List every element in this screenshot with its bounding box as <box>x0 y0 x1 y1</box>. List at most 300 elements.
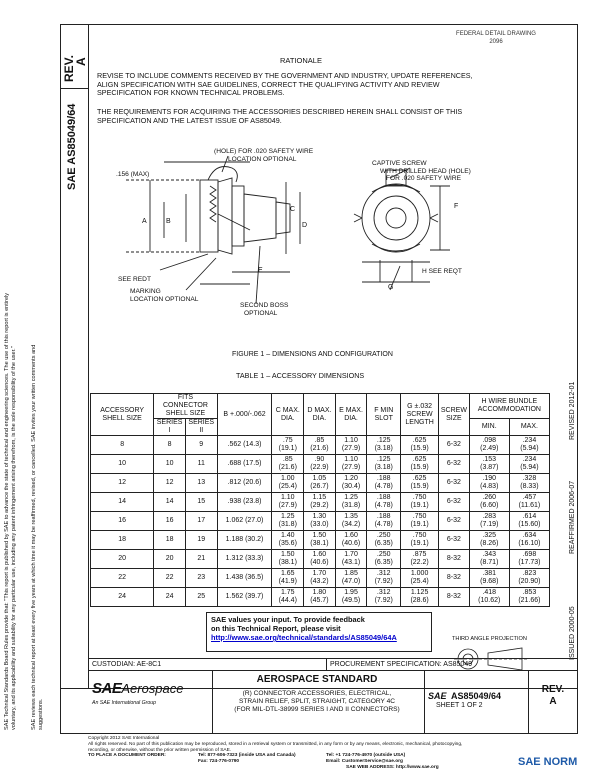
cell-size: 24 <box>91 588 154 607</box>
cell-hmax <box>509 474 549 493</box>
cell-line: (16.10) <box>518 540 541 547</box>
cell-screw: 8-32 <box>439 550 470 569</box>
cell-line: (49.5) <box>341 597 361 604</box>
cell-hmax <box>509 512 549 531</box>
cell-hmax <box>509 569 549 588</box>
cell-g <box>401 455 439 474</box>
feedback-line1: SAE values your input. To provide feedback <box>211 615 365 624</box>
cell-hmax <box>509 455 549 474</box>
cell-line: (31.8) <box>341 502 361 509</box>
cell-line: 1.50 <box>312 532 327 539</box>
cell-line: (38.1) <box>310 540 329 547</box>
cell-line: 1.25 <box>344 494 358 501</box>
cell-s1: 12 <box>154 474 186 493</box>
footer-order-label: TO PLACE A DOCUMENT ORDER: <box>88 753 166 759</box>
h-see-reqt: H SEE REQT <box>422 268 462 275</box>
cell-line: .381 <box>482 570 497 577</box>
cell-line: .188 <box>376 494 391 501</box>
cell-line: 1.50 <box>280 551 295 558</box>
cell-c <box>272 531 304 550</box>
cell-line: 1.25 <box>280 513 295 520</box>
cell-f <box>367 569 401 588</box>
cell-line: .312 <box>376 589 391 596</box>
cell-line: .250 <box>376 551 391 558</box>
cell-line: (7.92) <box>374 597 393 604</box>
cell-line: (45.7) <box>310 597 329 604</box>
cell-line: (9.68) <box>480 578 499 585</box>
th-g: G ±.032 SCREW LENGTH <box>401 394 439 436</box>
cell-line: (38.1) <box>278 559 297 566</box>
cell-hmin <box>469 531 509 550</box>
cell-line: 1.70 <box>344 551 358 558</box>
cell-line: .125 <box>376 456 391 463</box>
cell-s1: 24 <box>154 588 186 607</box>
cell-line: .85 <box>282 456 293 463</box>
cell-hmin <box>469 588 509 607</box>
cell-size: 12 <box>91 474 154 493</box>
cell-line: (21.6) <box>278 464 297 471</box>
cell-line: (28.6) <box>410 597 429 604</box>
cell-line: (7.19) <box>480 521 499 528</box>
footer-email: Email: CustomerService@sae.org <box>326 759 403 765</box>
cell-size: 10 <box>91 455 154 474</box>
cell-screw: 6-32 <box>439 531 470 550</box>
th-f: F MIN SLOT <box>367 394 401 436</box>
standard-description: (R) CONNECTOR ACCESSORIES, ELECTRICAL, STRAIN RELIEF, SPLIT, STRAIGHT, CATEGORY 4C (FOR MIL-DTL-38999 SERIES I AND II CONNECTORS) <box>234 690 400 713</box>
cell-line: (19.1) <box>410 521 429 528</box>
cell-e <box>335 455 367 474</box>
cell-c <box>272 436 304 455</box>
cell-hmax <box>509 436 549 455</box>
cell-line: (17.73) <box>518 559 541 566</box>
table-row <box>91 474 550 493</box>
cell-hmin <box>469 474 509 493</box>
cell-screw: 6-32 <box>439 512 470 531</box>
cell-c <box>272 493 304 512</box>
cell-line: (4.83) <box>480 483 499 490</box>
cell-line: .634 <box>522 532 537 539</box>
cell-c <box>272 569 304 588</box>
cell-line: .153 <box>482 456 497 463</box>
cell-s2: 25 <box>185 588 217 607</box>
cell-c <box>272 550 304 569</box>
logo-subtitle: An SAE International Group <box>92 700 157 706</box>
doc-sae: SAE <box>428 691 447 701</box>
cell-d <box>304 474 336 493</box>
cell-line: (31.8) <box>278 521 297 528</box>
cell-line: 1.35 <box>344 513 358 520</box>
rationale-title: RATIONALE <box>280 56 322 65</box>
cell-line: .75 <box>282 437 293 444</box>
tb-vline-1 <box>326 658 327 670</box>
cell-line: (10.62) <box>478 597 501 604</box>
cell-line: .260 <box>482 494 497 501</box>
feedback-box <box>206 612 432 652</box>
cell-screw: 6-32 <box>439 474 470 493</box>
cell-hmin <box>469 455 509 474</box>
tb-line-top <box>88 658 578 659</box>
cell-d <box>304 569 336 588</box>
logo-aerospace: Aerospace <box>121 681 184 696</box>
cell-line: (21.6) <box>310 445 329 452</box>
side-notice: SAE Technical Standards Board Rules provide that: "This report is published by SAE to advance the state of technical and engineering sciences. The use of this report is entirely voluntary, and its applicability and suitability for any particular use, including any patent infringement arising therefrom, is the sole responsibility of the user." SAE reviews each technical report at least every five years at which time it may be reaffirmed, revised, or cancelled. SAE invites your written comments and suggestions. <box>4 292 44 730</box>
tb-line-mid <box>88 670 578 671</box>
cell-line: (19.1) <box>410 540 429 547</box>
cell-line: (15.9) <box>410 464 429 471</box>
cell-s1: 18 <box>154 531 186 550</box>
cell-line: (41.9) <box>278 578 297 585</box>
cell-line: (43.2) <box>310 578 329 585</box>
cell-s2: 19 <box>185 531 217 550</box>
date-issued: ISSUED 2000-05 <box>569 606 576 660</box>
callout-hole: (HOLE) FOR .020 SAFETY WIRE LOCATION OPTIONAL <box>214 148 314 163</box>
label-d: D <box>302 222 308 229</box>
th-fits: FITS CONNECTOR SHELL SIZE <box>154 394 217 419</box>
cell-line: (19.1) <box>410 502 429 509</box>
cell-f <box>367 512 401 531</box>
th-hmax: MAX. <box>509 419 549 436</box>
cell-line: .283 <box>482 513 497 520</box>
cell-b: 1.062 (27.0) <box>217 512 272 531</box>
cell-line: 1.20 <box>344 475 358 482</box>
cell-g <box>401 550 439 569</box>
figure-1-drawing <box>90 142 570 342</box>
cell-line: (15.9) <box>410 445 429 452</box>
cell-screw: 6-32 <box>439 436 470 455</box>
cell-b: .812 (20.6) <box>217 474 272 493</box>
th-d: D MAX. DIA. <box>304 394 336 436</box>
cell-b: 1.562 (39.7) <box>217 588 272 607</box>
table-row <box>91 588 550 607</box>
cell-line: 1.00 <box>280 475 295 482</box>
cell-f <box>367 531 401 550</box>
cell-line: (6.35) <box>374 540 393 547</box>
th-h: H WIRE BUNDLE ACCOMMODATION <box>469 394 549 419</box>
cell-line: .625 <box>412 475 427 482</box>
cell-line: .625 <box>412 456 427 463</box>
side-view <box>126 156 300 304</box>
cell-hmin <box>469 493 509 512</box>
callout-captive-screw: CAPTIVE SCREW WITH DRILLED HEAD (HOLE) FOR .020 SAFETY WIRE <box>372 160 471 183</box>
spine-rev: REV. <box>62 55 76 82</box>
cell-line: (20.90) <box>518 578 541 585</box>
cell-line: (5.94) <box>520 464 539 471</box>
cell-line: (11.61) <box>518 502 541 509</box>
table-row <box>91 512 550 531</box>
table-row <box>91 455 550 474</box>
cell-line: (27.9) <box>341 464 361 471</box>
cell-line: (2.49) <box>480 445 499 452</box>
cell-line: .312 <box>376 570 391 577</box>
cell-s2: 9 <box>185 436 217 455</box>
cell-line: .823 <box>522 570 537 577</box>
cell-line: 1.05 <box>312 475 327 482</box>
cell-s2: 23 <box>185 569 217 588</box>
cell-f <box>367 588 401 607</box>
cell-line: .190 <box>482 475 497 482</box>
cell-line: (8.71) <box>480 559 499 566</box>
standard-title: AEROSPACE STANDARD <box>256 674 378 685</box>
cell-line: .698 <box>522 551 537 558</box>
cell-line: (3.18) <box>374 464 393 471</box>
cell-line: (27.9) <box>341 445 361 452</box>
cell-s2: 15 <box>185 493 217 512</box>
figure-caption: FIGURE 1 – DIMENSIONS AND CONFIGURATION <box>232 351 393 358</box>
cell-line: (3.18) <box>374 445 393 452</box>
cell-line: (47.0) <box>341 578 361 585</box>
table-title: TABLE 1 – ACCESSORY DIMENSIONS <box>236 371 365 380</box>
cell-line: 1.125 <box>410 589 429 596</box>
cell-line: 1.60 <box>344 532 358 539</box>
sheet-number: SHEET 1 OF 2 <box>436 702 483 709</box>
cell-e <box>335 512 367 531</box>
marking-location: MARKING LOCATION OPTIONAL <box>130 288 199 303</box>
cell-e <box>335 569 367 588</box>
cell-g <box>401 531 439 550</box>
cell-line: 1.95 <box>344 589 358 596</box>
table-row <box>91 493 550 512</box>
cell-line: .750 <box>412 532 427 539</box>
footer-tel2: Tel: +1 724-776-4970 (outside USA) <box>326 753 406 759</box>
cell-d <box>304 455 336 474</box>
date-reaffirmed: REAFFIRMED 2006-07 <box>569 480 576 554</box>
cell-line: (34.2) <box>341 521 361 528</box>
th-series1: SERIES I <box>154 419 186 436</box>
spine-doc-number: SAE AS85049/64 <box>66 103 78 190</box>
cell-b: .562 (14.3) <box>217 436 272 455</box>
cell-f <box>367 550 401 569</box>
cell-line: 1.80 <box>312 589 327 596</box>
cell-line: 1.10 <box>344 437 358 444</box>
cell-hmax <box>509 531 549 550</box>
cell-line: .418 <box>482 589 497 596</box>
cell-d <box>304 588 336 607</box>
footer-rights: All rights reserved. No part of this publication may be reproduced, stored in a retrieval system or transmitted, in any form or by any means, electronic, mechanical, photocopying, <box>88 741 463 747</box>
doc-number: AS85049/64 <box>450 691 502 701</box>
cell-line: (30.4) <box>341 483 361 490</box>
cell-b: 1.438 (36.5) <box>217 569 272 588</box>
cell-line: .750 <box>412 513 427 520</box>
footer-fax: Fax: 724-776-0790 <box>198 759 240 765</box>
cell-line: (19.1) <box>278 445 297 452</box>
cell-line: .875 <box>412 551 427 558</box>
cell-line: 1.85 <box>344 570 358 577</box>
cell-e <box>335 436 367 455</box>
cell-g <box>401 493 439 512</box>
cell-screw: 6-32 <box>439 455 470 474</box>
cell-line: .188 <box>376 513 391 520</box>
cell-b: .938 (23.8) <box>217 493 272 512</box>
cell-line: .328 <box>522 475 537 482</box>
accessory-dimensions-table <box>90 393 550 607</box>
cell-line: (8.33) <box>520 483 539 490</box>
cell-b: 1.188 (30.2) <box>217 531 272 550</box>
cell-s1: 8 <box>154 436 186 455</box>
second-boss: SECOND BOSS OPTIONAL <box>240 302 289 317</box>
cell-line: (5.94) <box>520 445 539 452</box>
cell-e <box>335 531 367 550</box>
cell-b: .688 (17.5) <box>217 455 272 474</box>
cell-line: (40.6) <box>310 559 329 566</box>
th-series2: SERIES II <box>185 419 217 436</box>
cell-g <box>401 436 439 455</box>
cell-size: 18 <box>91 531 154 550</box>
cell-line: (22.2) <box>410 559 429 566</box>
cell-d <box>304 550 336 569</box>
see-redt: SEE REDT <box>118 276 151 283</box>
cell-line: (44.4) <box>278 597 297 604</box>
cell-screw: 8-32 <box>439 588 470 607</box>
th-e: E MAX. DIA. <box>335 394 367 436</box>
cell-line: (4.78) <box>374 502 393 509</box>
cell-d <box>304 531 336 550</box>
cell-line: (6.35) <box>374 559 393 566</box>
cell-g <box>401 512 439 531</box>
cell-line: .188 <box>376 475 391 482</box>
cell-hmax <box>509 588 549 607</box>
label-c: C <box>290 206 296 213</box>
cell-d <box>304 436 336 455</box>
cell-c <box>272 474 304 493</box>
cell-hmin <box>469 569 509 588</box>
footer <box>88 736 588 771</box>
th-screw: SCREW SIZE <box>439 394 470 436</box>
cell-line: .234 <box>522 456 537 463</box>
cell-s1: 14 <box>154 493 186 512</box>
th-hmin: MIN. <box>469 419 509 436</box>
cell-line: 1.70 <box>312 570 327 577</box>
cell-c <box>272 455 304 474</box>
cell-s1: 20 <box>154 550 186 569</box>
cell-screw: 6-32 <box>439 493 470 512</box>
cell-line: .750 <box>412 494 427 501</box>
cell-size: 14 <box>91 493 154 512</box>
cell-e <box>335 550 367 569</box>
cell-line: .853 <box>522 589 537 596</box>
cell-line: 1.15 <box>312 494 327 501</box>
table-row <box>91 550 550 569</box>
cell-s2: 17 <box>185 512 217 531</box>
cell-e <box>335 474 367 493</box>
cell-line: .250 <box>376 532 391 539</box>
cell-line: (29.2) <box>310 502 329 509</box>
custodian: CUSTODIAN: AE-8C1 <box>92 661 162 668</box>
cell-g <box>401 474 439 493</box>
cell-line: (43.1) <box>341 559 361 566</box>
cell-line: (25.4) <box>410 578 429 585</box>
dim-156: .156 (MAX) <box>116 171 150 178</box>
cell-line: 1.40 <box>280 532 295 539</box>
label-e: E <box>258 267 263 274</box>
label-b: B <box>166 218 171 225</box>
footer-rights2: recording, or otherwise, without the prior written permission of SAE. <box>88 747 232 753</box>
logo-sae: SAE <box>92 680 122 697</box>
cell-f <box>367 493 401 512</box>
cell-d <box>304 512 336 531</box>
label-a: A <box>142 218 147 225</box>
cell-c <box>272 588 304 607</box>
cell-line: .325 <box>482 532 497 539</box>
th-b: B +.000/-.062 <box>217 394 272 436</box>
cell-s1: 22 <box>154 569 186 588</box>
cell-line: (15.60) <box>518 521 541 528</box>
table-header-row <box>91 394 550 419</box>
cell-line: (21.66) <box>518 597 541 604</box>
table-row <box>91 569 550 588</box>
cell-e <box>335 493 367 512</box>
cell-line: .234 <box>522 437 537 444</box>
third-angle-label: THIRD ANGLE PROJECTION <box>452 636 527 642</box>
cell-size: 20 <box>91 550 154 569</box>
cell-d <box>304 493 336 512</box>
cell-line: (7.92) <box>374 578 393 585</box>
cell-g <box>401 569 439 588</box>
cell-s1: 10 <box>154 455 186 474</box>
cell-screw: 8-32 <box>439 569 470 588</box>
footer-tel1: Tel: 877-606-7323 (inside USA and Canada) <box>198 753 296 759</box>
feedback-line2: on this Technical Report, please visit <box>211 624 341 633</box>
cell-line: (4.78) <box>374 483 393 490</box>
date-revised: REVISED 2012-01 <box>569 381 576 440</box>
cell-line: .90 <box>314 456 325 463</box>
cell-line: (3.87) <box>480 464 499 471</box>
cell-line: .125 <box>376 437 391 444</box>
sae-logo <box>92 680 184 698</box>
tb-vline-3 <box>424 670 425 734</box>
cell-line: 1.65 <box>280 570 295 577</box>
cell-line: .85 <box>314 437 325 444</box>
cell-line: 1.10 <box>344 456 358 463</box>
procurement-spec: PROCUREMENT SPECIFICATION: AS85049 <box>330 661 473 668</box>
cell-f <box>367 455 401 474</box>
cell-line: 1.10 <box>280 494 295 501</box>
cell-size: 8 <box>91 436 154 455</box>
cell-line: (6.60) <box>480 502 499 509</box>
cell-line: (8.26) <box>480 540 499 547</box>
table-body <box>91 436 550 607</box>
cell-c <box>272 512 304 531</box>
footer-copyright: Copyright 2012 SAE International <box>88 736 160 741</box>
cell-hmax <box>509 550 549 569</box>
footer-web[interactable]: SAE WEB ADDRESS: http://www.sae.org <box>346 764 439 770</box>
cell-s2: 21 <box>185 550 217 569</box>
cell-line: (25.4) <box>278 483 297 490</box>
sae-norm-watermark: SAE NORM <box>518 756 578 768</box>
cell-f <box>367 474 401 493</box>
cell-line: .457 <box>522 494 537 501</box>
cell-line: (33.0) <box>310 521 329 528</box>
cell-line: .343 <box>482 551 497 558</box>
cell-line: .625 <box>412 437 427 444</box>
cell-s1: 16 <box>154 512 186 531</box>
cell-line: 1.75 <box>280 589 295 596</box>
feedback-link[interactable]: http://www.sae.org/technical/standards/AS85049/64A <box>211 633 397 642</box>
label-f: F <box>454 203 459 210</box>
cell-line: (4.78) <box>374 521 393 528</box>
cell-e <box>335 588 367 607</box>
th-size: ACCESSORY SHELL SIZE <box>91 394 154 436</box>
cell-line: 1.60 <box>312 551 327 558</box>
cell-line: (40.6) <box>341 540 361 547</box>
cell-g <box>401 588 439 607</box>
spine-rev-value: A <box>74 57 88 66</box>
rationale-para1: REVISE TO INCLUDE COMMENTS RECEIVED BY THE GOVERNMENT AND INDUSTRY, UPDATE REFERENCES, ALIGN SPECIFICATION WITH SAE GUIDELINES, CORRECT THE QUALIFYING ACTIVITY AND REVIEW SPECIFICATION FOR KNOWN TECHNICAL PROBLEMS. <box>97 71 473 98</box>
cell-hmin <box>469 550 509 569</box>
label-g: G <box>388 284 394 291</box>
cell-s2: 13 <box>185 474 217 493</box>
cell-size: 22 <box>91 569 154 588</box>
table-row <box>91 436 550 455</box>
